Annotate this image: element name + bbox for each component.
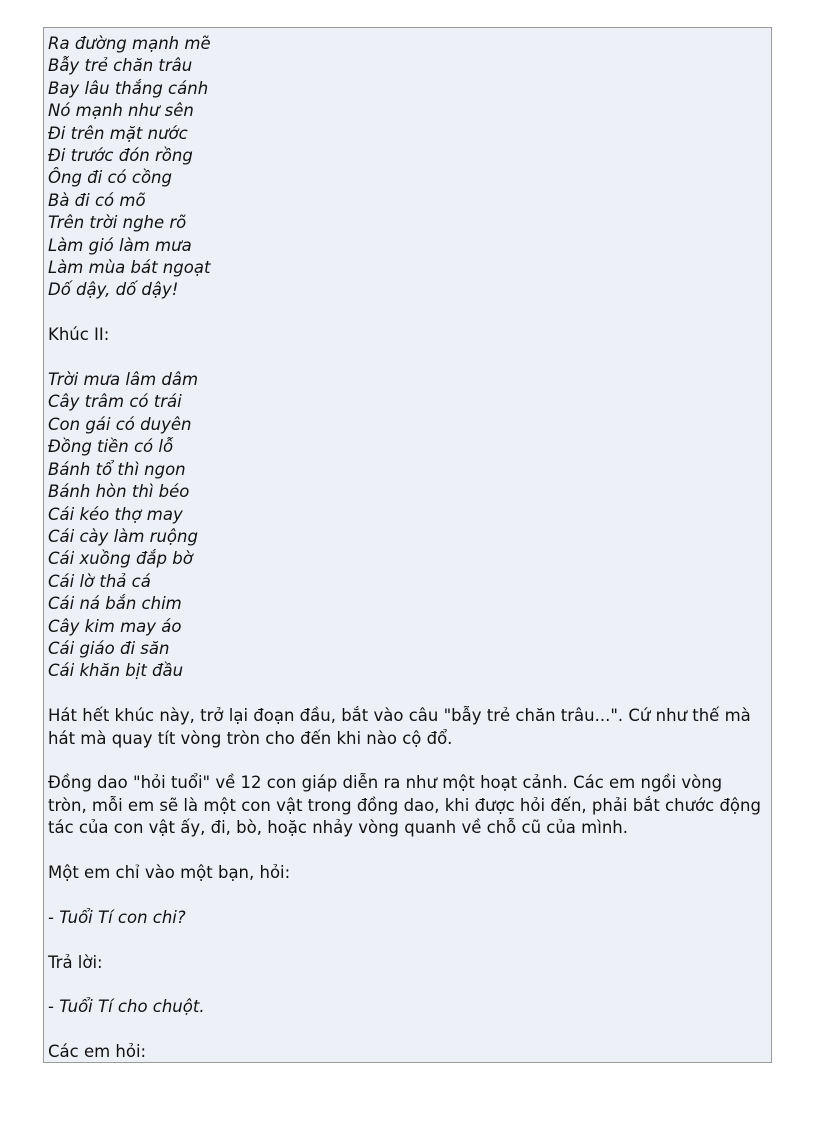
section-heading: Khúc II: [48, 325, 110, 345]
verse-line: Bay lâu thắng cánh [48, 78, 209, 98]
answer-label: Trả lời: [48, 952, 103, 972]
dialogue-answer [48, 996, 763, 1018]
verse-line: Đồng tiền có lỗ [48, 437, 174, 457]
spacer [48, 929, 763, 951]
spacer [48, 302, 763, 324]
verse-line: Cái ná bắn chim [48, 594, 182, 614]
dialogue-question [48, 907, 763, 929]
verse-line: Nó mạnh như sên [48, 101, 194, 121]
verse-line: Con gái có duyên [48, 414, 192, 434]
verse-line: Dố dậy, dố dậy! [48, 280, 179, 300]
verse-line: Làm mùa bát ngoạt [48, 258, 211, 278]
paragraph: Hát hết khúc này, trở lại đoạn đầu, bắt vào câu "bẫy trẻ chăn trâu...". Cứ như thế mà hát mà quay tít vòng tròn cho đến khi nào cộ đổ. [48, 706, 751, 748]
spacer [48, 884, 763, 906]
verse-line: Bẫy trẻ chăn trâu [48, 56, 193, 76]
verse-line: Trên trời nghe rõ [48, 213, 187, 233]
spacer [48, 683, 763, 705]
verse-line: Cái khăn bịt đầu [48, 661, 184, 681]
verse-line: Bà đi có mõ [48, 190, 146, 210]
verse-line: Bánh tổ thì ngon [48, 459, 186, 479]
verse-line: Ra đường mạnh mẽ [48, 34, 211, 53]
verse-line: Làm gió làm mưa [48, 235, 192, 255]
verse-block-2 [48, 369, 763, 683]
closing-line: Các em hỏi: [48, 1042, 147, 1062]
paragraph: Đồng dao "hỏi tuổi" về 12 con giáp diễn ra như một hoạt cảnh. Các em ngồi vòng tròn, mỗi em sẽ là một con vật trong đồng dao, khi được hỏi đến, phải bắt chước động tác của con vật ấy, đi, bò, hoặc nhảy vòng quanh về chỗ cũ của mình. [48, 773, 761, 838]
verse-line: Đi trên mặt nước [48, 123, 188, 143]
verse-line: Cái giáo đi săn [48, 638, 170, 658]
verse-line: Ông đi có cồng [48, 168, 172, 188]
paragraph: Một em chỉ vào một bạn, hỏi: [48, 862, 291, 882]
verse-line: Bánh hòn thì béo [48, 482, 190, 502]
spacer [48, 974, 763, 996]
verse-line: Cây trâm có trái [48, 392, 182, 412]
question-text: Tuổi Tí con chi? [59, 907, 186, 927]
answer-text: Tuổi Tí cho chuột. [59, 997, 205, 1017]
verse-block-1 [48, 33, 763, 302]
spacer [48, 1019, 763, 1041]
dash: - [48, 997, 60, 1017]
document-page [43, 27, 772, 1063]
dash: - [48, 907, 60, 927]
verse-line: Cái lờ thả cá [48, 571, 151, 591]
spacer [48, 840, 763, 862]
verse-line: Cái cày làm ruộng [48, 526, 198, 546]
spacer [48, 750, 763, 772]
verse-line: Trời mưa lâm dâm [48, 370, 199, 390]
verse-line: Cái xuồng đắp bờ [48, 549, 193, 569]
verse-line: Cái kéo thợ may [48, 504, 183, 524]
verse-line: Đi trước đón rồng [48, 146, 193, 166]
verse-line: Cây kim may áo [48, 616, 182, 636]
spacer [48, 347, 763, 369]
